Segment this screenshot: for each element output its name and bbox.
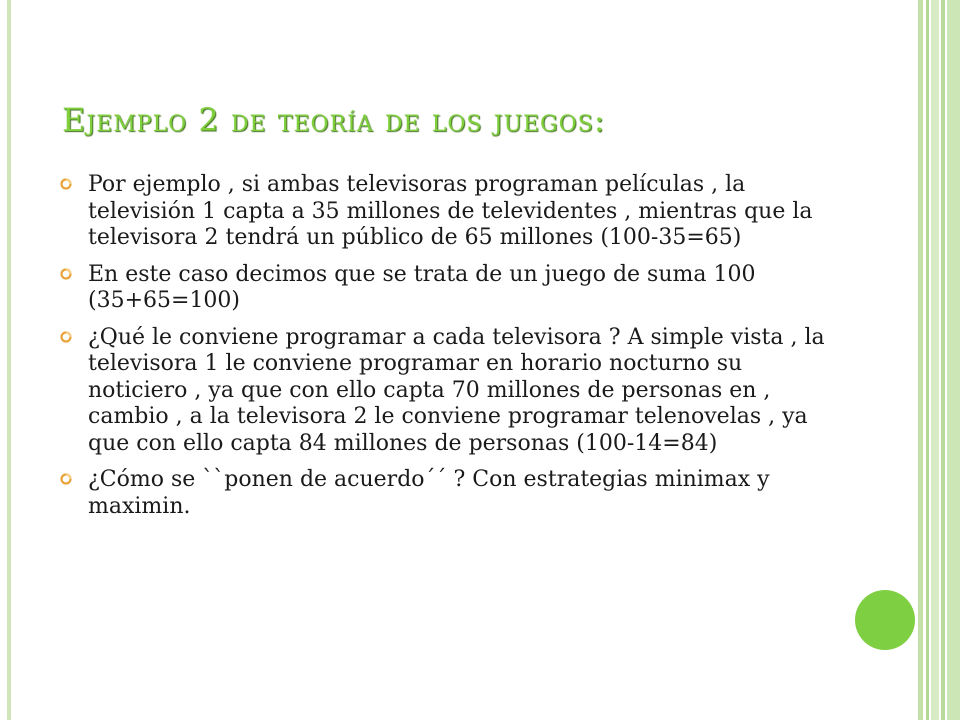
stripe	[941, 0, 945, 720]
bullet-item	[58, 467, 838, 520]
bullet-item	[58, 325, 838, 458]
stripe	[926, 0, 929, 720]
right-decorative-stripes	[918, 0, 960, 720]
stripe	[931, 0, 939, 720]
ring-bullet-icon	[58, 329, 74, 345]
ring-bullet-icon	[58, 266, 74, 282]
bullet-text: ¿Qué le conviene programar a cada televisora ? A simple vista , la televisora 1 le conviene programar en horario nocturno su noticiero , ya que con ello capta 70 millones de personas en , cambio , a la televisora 2 le conviene programar telenovelas , ya que con ello capta 84 millones de personas (100-14=84)	[88, 324, 825, 456]
bullet-item	[58, 262, 838, 315]
ring-bullet-icon	[58, 471, 74, 487]
slide-title: Ejemplo 2 de teoría de los juegos:	[62, 101, 606, 139]
stripe	[918, 0, 923, 720]
left-frame-line	[7, 0, 11, 720]
stripe	[947, 0, 960, 720]
decorative-green-circle	[855, 590, 915, 650]
bullet-text: En este caso decimos que se trata de un juego de suma 100 (35+65=100)	[88, 261, 756, 313]
ring-bullet-icon	[58, 176, 74, 192]
bullet-list	[58, 172, 838, 530]
bullet-text: ¿Cómo se ``ponen de acuerdo´´ ? Con estrategias minimax y maximin.	[88, 467, 770, 519]
bullet-item	[58, 172, 838, 252]
bullet-text: Por ejemplo , si ambas televisoras programan películas , la televisión 1 capta a 35 millones de televidentes , mientras que la televisora 2 tendrá un público de 65 millones (100-35=65)	[88, 172, 813, 250]
